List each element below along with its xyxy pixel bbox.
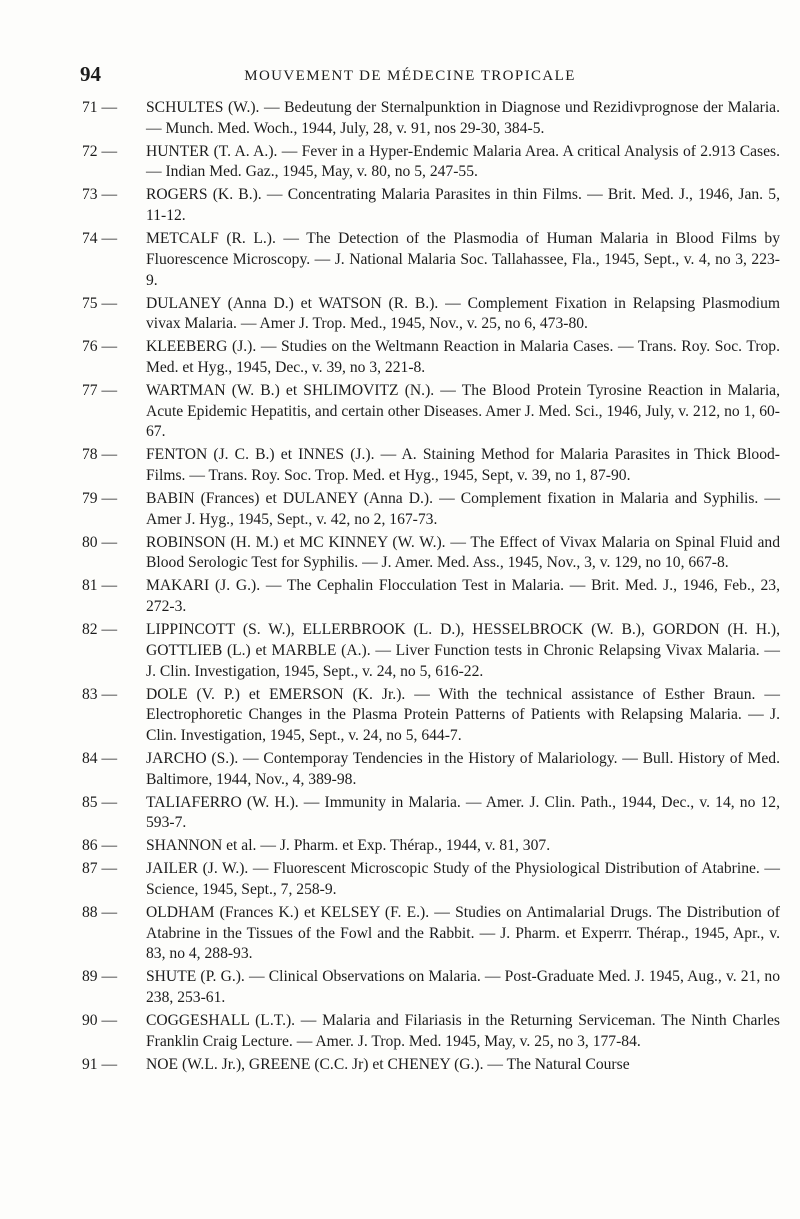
reference-text: DULANEY (Anna D.) et WATSON (R. B.). — Complement Fixation in Relapsing Plasmodium vivax Malaria. — Amer J. Trop. Med., 1945, Nov., v. 25, no 6, 473-80. <box>146 294 780 333</box>
reference-number: 72 — <box>82 142 118 160</box>
reference-text: METCALF (R. L.). — The Detection of the Plasmodia of Human Malaria in Blood Films by Fluorescence Microscopy. — J. National Malaria Soc. Tallahassee, Fla., 1945, Sept., v. 4, no 3, 223-9. <box>146 230 780 289</box>
reference-item <box>82 685 780 747</box>
reference-item <box>82 142 780 183</box>
reference-text: SHUTE (P. G.). — Clinical Observations on Malaria. — Post-Graduate Med. J. 1945, Aug., v. 21, no 238, 253-61. <box>146 968 780 1007</box>
reference-number: 78 — <box>82 446 118 464</box>
reference-number: 86 — <box>82 837 118 855</box>
reference-item <box>82 859 780 900</box>
reference-item <box>82 533 780 574</box>
reference-number: 90 — <box>82 1012 118 1030</box>
reference-text: OLDHAM (Frances K.) et KELSEY (F. E.). — Studies on Antimalarial Drugs. The Distribution of Atabrine in the Tissues of the Fowl and the Rabbit. — J. Pharm. et Experrr. Thérap., 1945, Apr., v. 83, no 4, 288-93. <box>146 904 780 963</box>
reference-text: HUNTER (T. A. A.). — Fever in a Hyper-Endemic Malaria Area. A critical Analysis of 2.913 Cases. — Indian Med. Gaz., 1945, May, v. 80, no 5, 247-55. <box>146 142 780 181</box>
reference-text: JARCHO (S.). — Contemporay Tendencies in the History of Malariology. — Bull. History of Med. Baltimore, 1944, Nov., 4, 389-98. <box>146 749 780 788</box>
reference-text: BABIN (Frances) et DULANEY (Anna D.). — Complement fixation in Malaria and Syphilis. — Amer J. Hyg., 1945, Sept., v. 42, no 2, 167-73. <box>146 490 780 528</box>
reference-text: KLEEBERG (J.). — Studies on the Weltmann Reaction in Malaria Cases. — Trans. Roy. Soc. Trop. Med. et Hyg., 1945, Dec., v. 39, no 3, 221-8. <box>146 338 780 376</box>
reference-text: COGGESHALL (L.T.). — Malaria and Filariasis in the Returning Serviceman. The Ninth Charles Franklin Craig Lecture. — Amer. J. Trop. Med. 1945, May, v. 25, no 3, 177-84. <box>146 1012 780 1050</box>
running-title: MOUVEMENT DE MÉDECINE TROPICALE <box>244 68 576 84</box>
page-header <box>80 62 740 92</box>
reference-number: 81 — <box>82 577 118 595</box>
reference-number: 77 — <box>82 381 118 399</box>
reference-text: WARTMAN (W. B.) et SHLIMOVITZ (N.). — The Blood Protein Tyrosine Reaction in Malaria, Acute Epidemic Hepatitis, and certain other Diseases. Amer J. Med. Sci., 1946, July, v. 212, no 1, 60-67. <box>146 381 780 441</box>
reference-number: 82 — <box>82 621 118 639</box>
reference-item <box>82 337 780 378</box>
reference-item <box>82 185 780 226</box>
reference-text: JAILER (J. W.). — Fluorescent Microscopic Study of the Physiological Distribution of Atabrine. — Science, 1945, Sept., 7, 258-9. <box>146 860 780 899</box>
reference-number: 76 — <box>82 338 118 356</box>
reference-number: 89 — <box>82 968 118 986</box>
reference-text: LIPPINCOTT (S. W.), ELLERBROOK (L. D.), HESSELBROCK (W. B.), GORDON (H. H.), GOTTLIEB (L.) et MARBLE (A.). — Liver Function tests in Chronic Relapsing Vivax Malaria. — J. Clin. Investigation, 1945, Sept., v. 24, no 5, 616-22. <box>146 621 780 680</box>
reference-item <box>82 1055 780 1076</box>
reference-item <box>82 98 780 139</box>
reference-item <box>82 903 780 965</box>
reference-text: NOE (W.L. Jr.), GREENE (C.C. Jr) et CHENEY (G.). — The Natural Course <box>146 1055 630 1073</box>
reference-number: 73 — <box>82 186 118 204</box>
reference-item <box>82 1011 780 1052</box>
reference-number: 84 — <box>82 749 118 767</box>
reference-item <box>82 294 780 335</box>
reference-text: FENTON (J. C. B.) et INNES (J.). — A. Staining Method for Malaria Parasites in Thick Blood-Films. — Trans. Roy. Soc. Trop. Med. et Hyg., 1945, Sept, v. 39, no 1, 87-90. <box>146 446 780 485</box>
page-number: 94 <box>80 62 101 86</box>
reference-list <box>82 98 780 1078</box>
reference-text: MAKARI (J. G.). — The Cephalin Flocculation Test in Malaria. — Brit. Med. J., 1946, Feb., 23, 272-3. <box>146 577 780 616</box>
reference-item <box>82 381 780 443</box>
reference-number: 87 — <box>82 860 118 878</box>
reference-item <box>82 793 780 834</box>
reference-number: 85 — <box>82 793 118 811</box>
reference-item <box>82 836 780 857</box>
reference-number: 74 — <box>82 230 118 248</box>
reference-number: 91 — <box>82 1055 118 1073</box>
reference-item <box>82 967 780 1008</box>
reference-text: SCHULTES (W.). — Bedeutung der Sternalpunktion in Diagnose und Rezidivprognose der Malaria. — Munch. Med. Woch., 1944, July, 28, v. 91, nos 29-30, 384-5. <box>146 99 780 137</box>
reference-text: ROGERS (K. B.). — Concentrating Malaria Parasites in thin Films. — Brit. Med. J., 1946, Jan. 5, 11-12. <box>146 186 780 225</box>
reference-item <box>82 620 780 682</box>
reference-number: 83 — <box>82 685 118 703</box>
reference-text: SHANNON et al. — J. Pharm. et Exp. Thérap., 1944, v. 81, 307. <box>146 837 551 855</box>
reference-number: 88 — <box>82 904 118 922</box>
reference-item <box>82 576 780 617</box>
reference-text: DOLE (V. P.) et EMERSON (K. Jr.). — With the technical assistance of Esther Braun. — Electrophoretic Changes in the Plasma Protein Patterns of Patients with Relapsing Malaria. — J. Clin. Investigation, 1945, Sept., v. 24, no 5, 644-7. <box>146 685 780 744</box>
reference-item <box>82 445 780 486</box>
reference-item <box>82 229 780 291</box>
reference-number: 71 — <box>82 99 118 116</box>
reference-item <box>82 489 780 530</box>
reference-text: TALIAFERRO (W. H.). — Immunity in Malaria. — Amer. J. Clin. Path., 1944, Dec., v. 14, no 12, 593-7. <box>146 793 780 832</box>
reference-number: 75 — <box>82 294 118 312</box>
reference-item <box>82 749 780 790</box>
reference-number: 79 — <box>82 490 118 508</box>
reference-text: ROBINSON (H. M.) et MC KINNEY (W. W.). — The Effect of Vivax Malaria on Spinal Fluid and Blood Serologic Test for Syphilis. — J. Amer. Med. Ass., 1945, Nov., 3, v. 129, no 10, 667-8. <box>146 533 780 572</box>
reference-number: 80 — <box>82 533 118 551</box>
